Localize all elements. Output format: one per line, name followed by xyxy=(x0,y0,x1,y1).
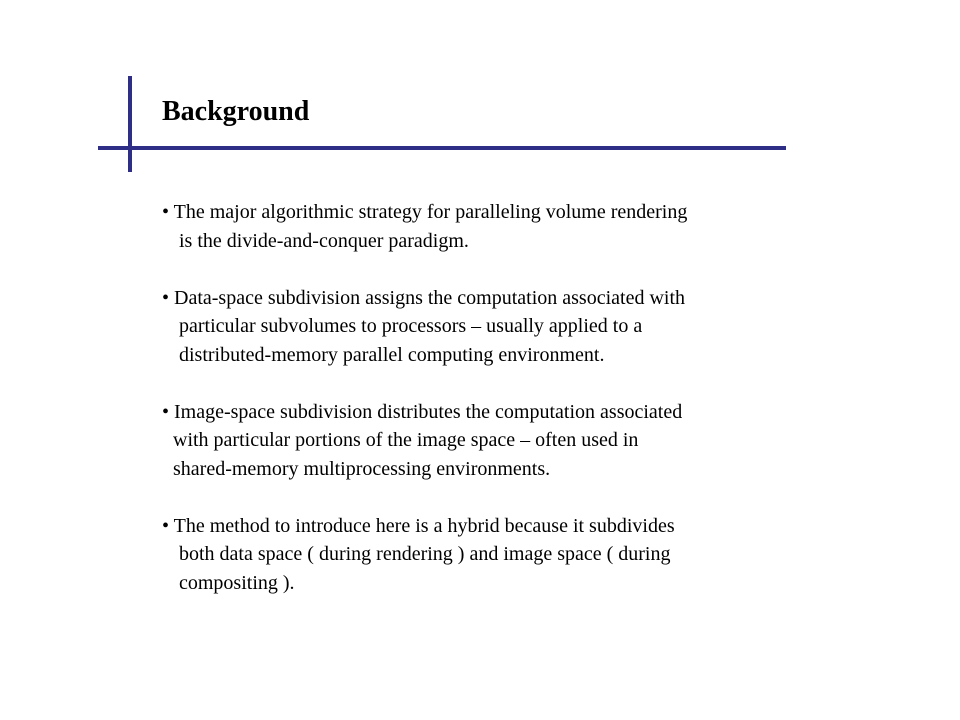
bullet-text: • The method to introduce here is a hybrid because it subdivides xyxy=(162,514,675,537)
bullet-item xyxy=(162,284,862,370)
bullet-text: shared-memory multiprocessing environments. xyxy=(173,457,551,480)
slide-title: Background xyxy=(162,96,310,127)
bullet-text: both data space ( during rendering ) and image space ( during xyxy=(179,543,671,565)
bullet-item xyxy=(162,398,862,484)
bullet-item xyxy=(162,512,862,598)
title-vertical-rule xyxy=(128,76,132,172)
bullet-text: with particular portions of the image space – often used in xyxy=(173,429,639,451)
bullet-text: particular subvolumes to processors – usually applied to a xyxy=(179,315,643,337)
title-horizontal-rule xyxy=(98,146,786,150)
bullet-text: compositing ). xyxy=(179,571,295,594)
bullet-text: • Data-space subdivision assigns the computation associated with xyxy=(162,286,686,309)
bullet-list xyxy=(162,198,862,626)
bullet-text: • Image-space subdivision distributes the computation associated xyxy=(162,400,683,423)
bullet-text: is the divide-and-conquer paradigm. xyxy=(179,229,469,252)
bullet-text: distributed-memory parallel computing environment. xyxy=(179,343,605,366)
bullet-item xyxy=(162,198,862,255)
bullet-text: • The major algorithmic strategy for paralleling volume rendering xyxy=(162,201,688,223)
